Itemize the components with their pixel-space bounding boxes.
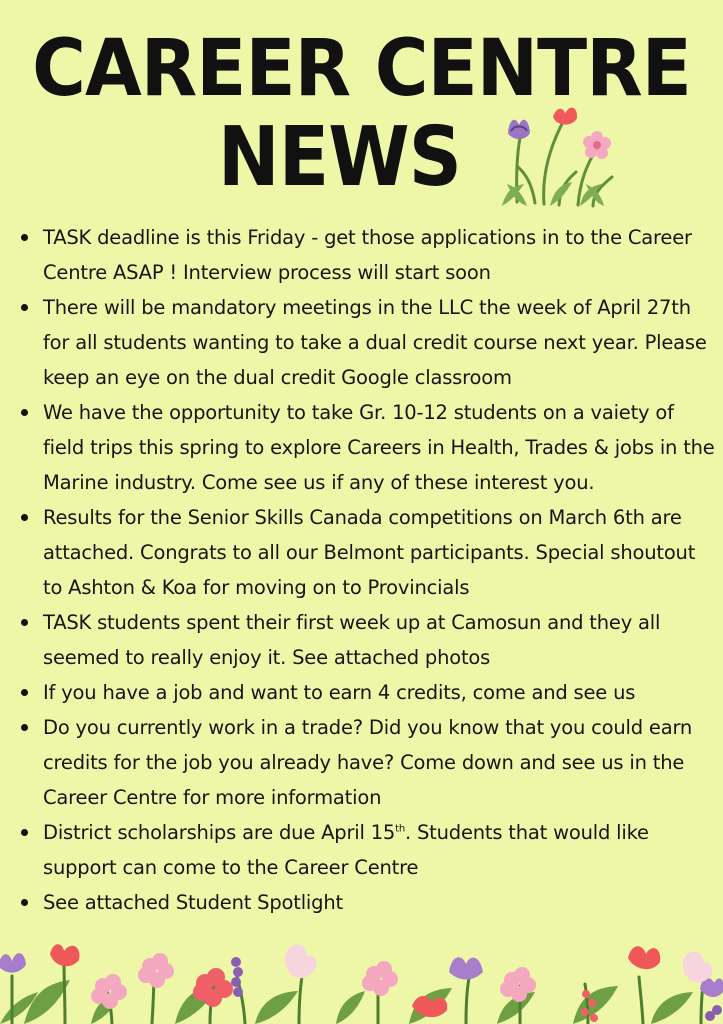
news-item-text: See attached Student Spotlight <box>43 891 343 914</box>
bullet-icon <box>21 409 28 416</box>
bullet-icon <box>21 689 28 696</box>
bullet-icon <box>21 619 28 626</box>
flower-cluster-icon <box>492 102 622 212</box>
ordinal-superscript: th <box>395 823 405 835</box>
news-item <box>18 710 718 815</box>
news-item-text: If you have a job and want to earn 4 credits, come and see us <box>43 681 636 704</box>
bullet-icon <box>21 899 28 906</box>
news-item <box>18 220 718 290</box>
bullet-icon <box>21 829 28 836</box>
news-item-text: TASK deadline is this Friday - get those applications in to the Career Centre ASAP ! Interview process will start soon <box>43 226 692 284</box>
bullet-icon <box>21 304 28 311</box>
bullet-icon <box>21 514 28 521</box>
news-list <box>18 220 718 920</box>
bullet-icon <box>21 724 28 731</box>
news-item-text: There will be mandatory meetings in the LLC the week of April 27th for all students wanting to take a dual credit course next year. Please keep an eye on the dual credit Google classroom <box>43 296 707 389</box>
news-item-text-start: District scholarships are due April 15 <box>43 821 396 844</box>
news-item <box>18 885 718 920</box>
news-item-text: Do you currently work in a trade? Did you know that you could earn credits for the job you already have? Come down and see us in the Career Centre for more information <box>43 716 693 809</box>
news-item-text: Results for the Senior Skills Canada competitions on March 6th are attached. Congrats to all our Belmont participants. Special shoutout to Ashton & Koa for moving on to Provincials <box>43 506 696 599</box>
news-item <box>18 395 718 500</box>
news-item-text: TASK students spent their first week up at Camosun and they all seemed to really enjoy it. See attached photos <box>43 611 661 669</box>
bullet-icon <box>21 234 28 241</box>
news-item <box>18 675 718 710</box>
news-item <box>18 290 718 395</box>
news-item-text: We have the opportunity to take Gr. 10-12 students on a vaiety of field trips this spring to explore Careers in Health, Trades & jobs in the Marine industry. Come see us if any of these interest you. <box>43 401 715 494</box>
news-item <box>18 500 718 605</box>
news-item <box>18 605 718 675</box>
title-line-news: NEWS <box>217 110 462 205</box>
flower-border-icon <box>0 934 723 1024</box>
title-line-career-centre: CAREER CENTRE <box>32 24 691 114</box>
news-item-text-end: . Students that would like support can come to the Career Centre <box>43 821 649 879</box>
news-item <box>18 815 718 885</box>
